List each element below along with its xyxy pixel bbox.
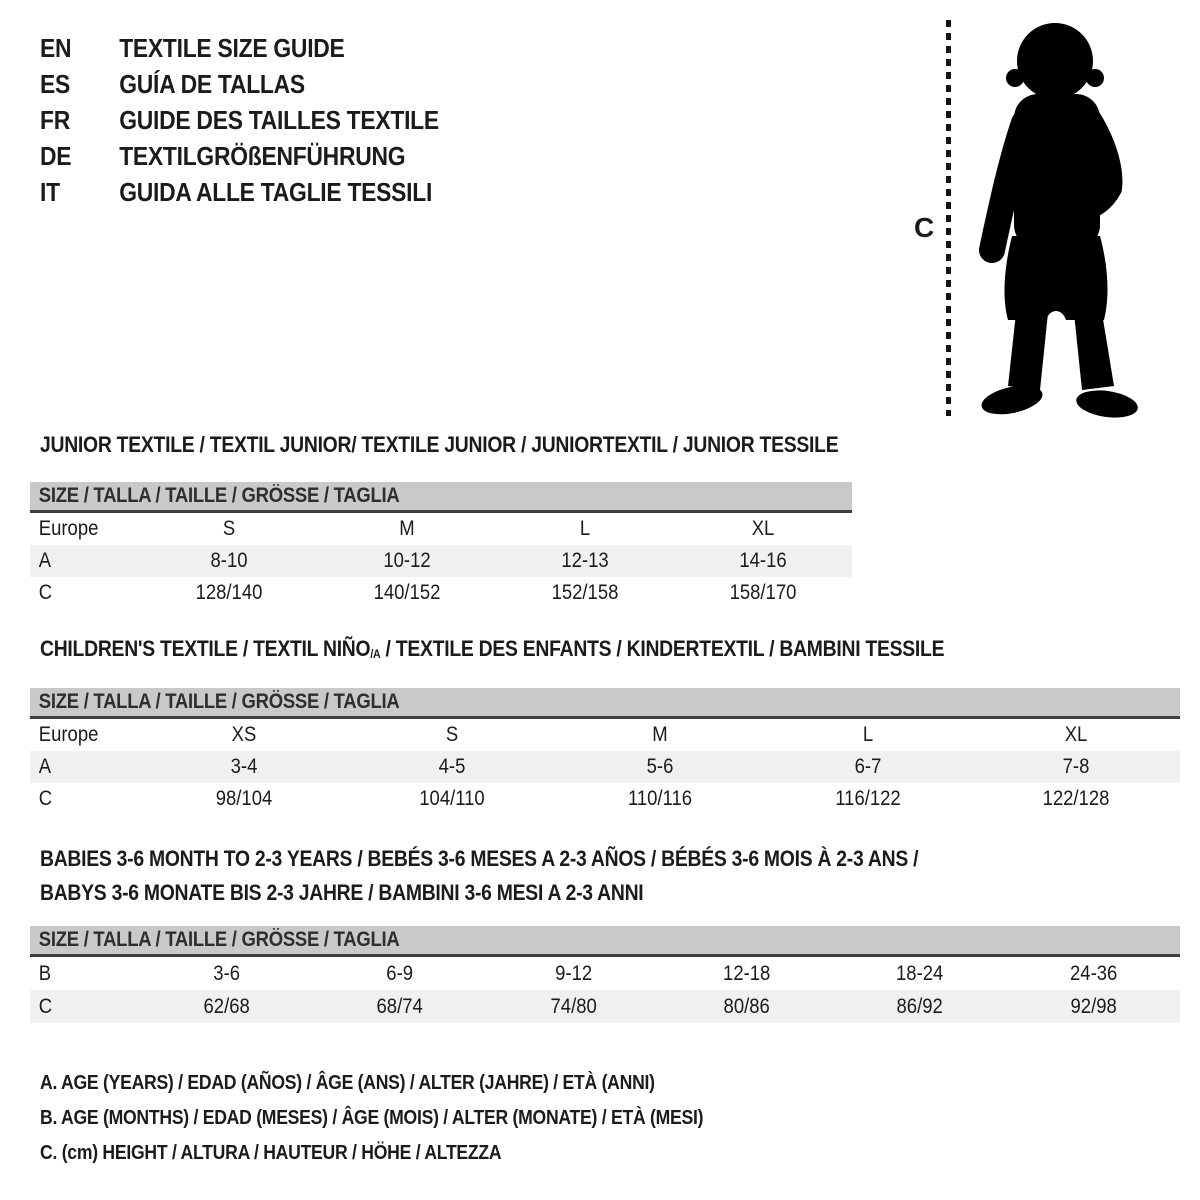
size-cell: XL bbox=[1064, 723, 1088, 746]
size-header-label: SIZE / TALLA / TAILLE / GRÖSSE / TAGLIA bbox=[38, 484, 400, 507]
language-row bbox=[40, 30, 439, 66]
footnote-legend bbox=[40, 1066, 794, 1171]
size-cell: 24-36 bbox=[1069, 961, 1117, 985]
junior-section-title: JUNIOR TEXTILE / TEXTIL JUNIOR/ TEXTILE JUNIOR / JUNIORTEXTIL / JUNIOR TESSILE bbox=[40, 432, 839, 457]
row-label: A bbox=[38, 755, 52, 778]
size-cell: 152/158 bbox=[551, 581, 619, 604]
language-row bbox=[40, 102, 439, 138]
language-code: DE bbox=[40, 140, 72, 171]
footnote-a: A. AGE (YEARS) / EDAD (AÑOS) / ÂGE (ANS) / ALTER (JAHRE) / ETÀ (ANNI) bbox=[40, 1072, 655, 1094]
size-cell: 18-24 bbox=[896, 961, 944, 985]
size-header-bar bbox=[30, 482, 852, 513]
size-cell: 9-12 bbox=[554, 961, 592, 985]
children-size-table bbox=[30, 688, 1180, 815]
size-cell: 6-9 bbox=[386, 961, 414, 985]
size-cell: 122/128 bbox=[1042, 787, 1110, 810]
language-row bbox=[40, 174, 439, 210]
table-row bbox=[30, 990, 1180, 1023]
babies-section-title-line1: BABIES 3-6 MONTH TO 2-3 YEARS / BEBÉS 3-6 MESES A 2-3 AÑOS / BÉBÉS 3-6 MOIS À 2-3 ANS / bbox=[40, 846, 919, 871]
size-cell: 140/152 bbox=[373, 581, 441, 604]
children-title-sub: /A bbox=[370, 646, 381, 661]
size-cell: 10-12 bbox=[383, 549, 431, 572]
row-label: C bbox=[38, 581, 53, 604]
language-row bbox=[40, 138, 439, 174]
table-row bbox=[30, 719, 1180, 751]
height-measure-dotted-line bbox=[946, 20, 951, 416]
row-label: C bbox=[38, 787, 53, 810]
language-code: FR bbox=[40, 104, 70, 135]
guide-title: TEXTILE SIZE GUIDE bbox=[119, 32, 345, 63]
size-cell: 98/104 bbox=[215, 787, 273, 810]
table-row bbox=[30, 957, 1180, 990]
height-measure-label: C bbox=[914, 212, 935, 243]
size-cell: L bbox=[862, 723, 874, 746]
size-cell: XL bbox=[751, 517, 775, 540]
size-cell: S bbox=[445, 723, 459, 746]
size-cell: 128/140 bbox=[195, 581, 263, 604]
junior-size-table bbox=[30, 482, 852, 609]
size-cell: 104/110 bbox=[419, 787, 485, 810]
children-section-title bbox=[40, 632, 944, 671]
language-row bbox=[40, 66, 439, 102]
language-code: EN bbox=[40, 32, 72, 63]
size-header-bar bbox=[30, 926, 1180, 957]
guide-title: GUIDA ALLE TAGLIE TESSILI bbox=[119, 176, 433, 207]
guide-title: TEXTILGRÖßENFÜHRUNG bbox=[119, 140, 406, 171]
size-header-label: SIZE / TALLA / TAILLE / GRÖSSE / TAGLIA bbox=[38, 928, 400, 951]
size-header-bar bbox=[30, 688, 1180, 719]
size-cell: 14-16 bbox=[739, 549, 787, 572]
footnote-c: C. (cm) HEIGHT / ALTURA / HAUTEUR / HÖHE / ALTEZZA bbox=[40, 1142, 502, 1164]
language-code: ES bbox=[40, 68, 71, 99]
footnote-b: B. AGE (MONTHS) / EDAD (MESES) / ÂGE (MOIS) / ALTER (MONATE) / ETÀ (MESI) bbox=[40, 1107, 704, 1129]
size-cell: 8-10 bbox=[210, 549, 248, 572]
language-title-list bbox=[40, 30, 493, 210]
size-cell: 92/98 bbox=[1070, 994, 1117, 1018]
size-cell: 80/86 bbox=[723, 994, 770, 1018]
size-cell: L bbox=[579, 517, 591, 540]
size-cell: 74/80 bbox=[550, 994, 597, 1018]
size-cell: 12-18 bbox=[723, 961, 771, 985]
size-cell: 7-8 bbox=[1062, 755, 1090, 778]
size-cell: M bbox=[399, 517, 415, 540]
language-code: IT bbox=[40, 176, 60, 207]
size-cell: 12-13 bbox=[561, 549, 609, 572]
table-row bbox=[30, 577, 852, 609]
table-row bbox=[30, 513, 852, 545]
table-row bbox=[30, 783, 1180, 815]
children-title-post: / TEXTILE DES ENFANTS / KINDERTEXTIL / BAMBINI TESSILE bbox=[380, 636, 945, 661]
size-header-label: SIZE / TALLA / TAILLE / GRÖSSE / TAGLIA bbox=[38, 690, 400, 713]
children-title-pre: CHILDREN'S TEXTILE / TEXTIL NIÑO bbox=[40, 636, 371, 661]
row-label: Europe bbox=[38, 723, 99, 746]
guide-title: GUIDE DES TAILLES TEXTILE bbox=[119, 104, 439, 135]
row-label: Europe bbox=[38, 517, 99, 540]
size-cell: M bbox=[652, 723, 668, 746]
size-cell: 68/74 bbox=[376, 994, 424, 1018]
size-cell: XS bbox=[231, 723, 257, 746]
size-cell: 3-4 bbox=[230, 755, 258, 778]
table-row bbox=[30, 545, 852, 577]
toddler-silhouette-icon bbox=[962, 18, 1142, 418]
row-label: C bbox=[38, 994, 53, 1018]
table-row bbox=[30, 751, 1180, 783]
size-cell: 6-7 bbox=[854, 755, 882, 778]
babies-section-title-line2: BABYS 3-6 MONATE BIS 2-3 JAHRE / BAMBINI 3-6 MESI A 2-3 ANNI bbox=[40, 880, 644, 905]
row-label: B bbox=[38, 961, 52, 985]
babies-size-table bbox=[30, 926, 1180, 1023]
guide-title: GUÍA DE TALLAS bbox=[119, 68, 305, 99]
size-cell: 110/116 bbox=[627, 787, 693, 810]
row-label: A bbox=[38, 549, 52, 572]
size-cell: 3-6 bbox=[213, 961, 241, 985]
size-cell: 62/68 bbox=[203, 994, 250, 1018]
size-cell: 5-6 bbox=[646, 755, 674, 778]
size-cell: 158/170 bbox=[729, 581, 797, 604]
size-cell: 86/92 bbox=[896, 994, 944, 1018]
size-cell: S bbox=[222, 517, 236, 540]
size-cell: 4-5 bbox=[438, 755, 466, 778]
size-cell: 116/122 bbox=[835, 787, 901, 810]
